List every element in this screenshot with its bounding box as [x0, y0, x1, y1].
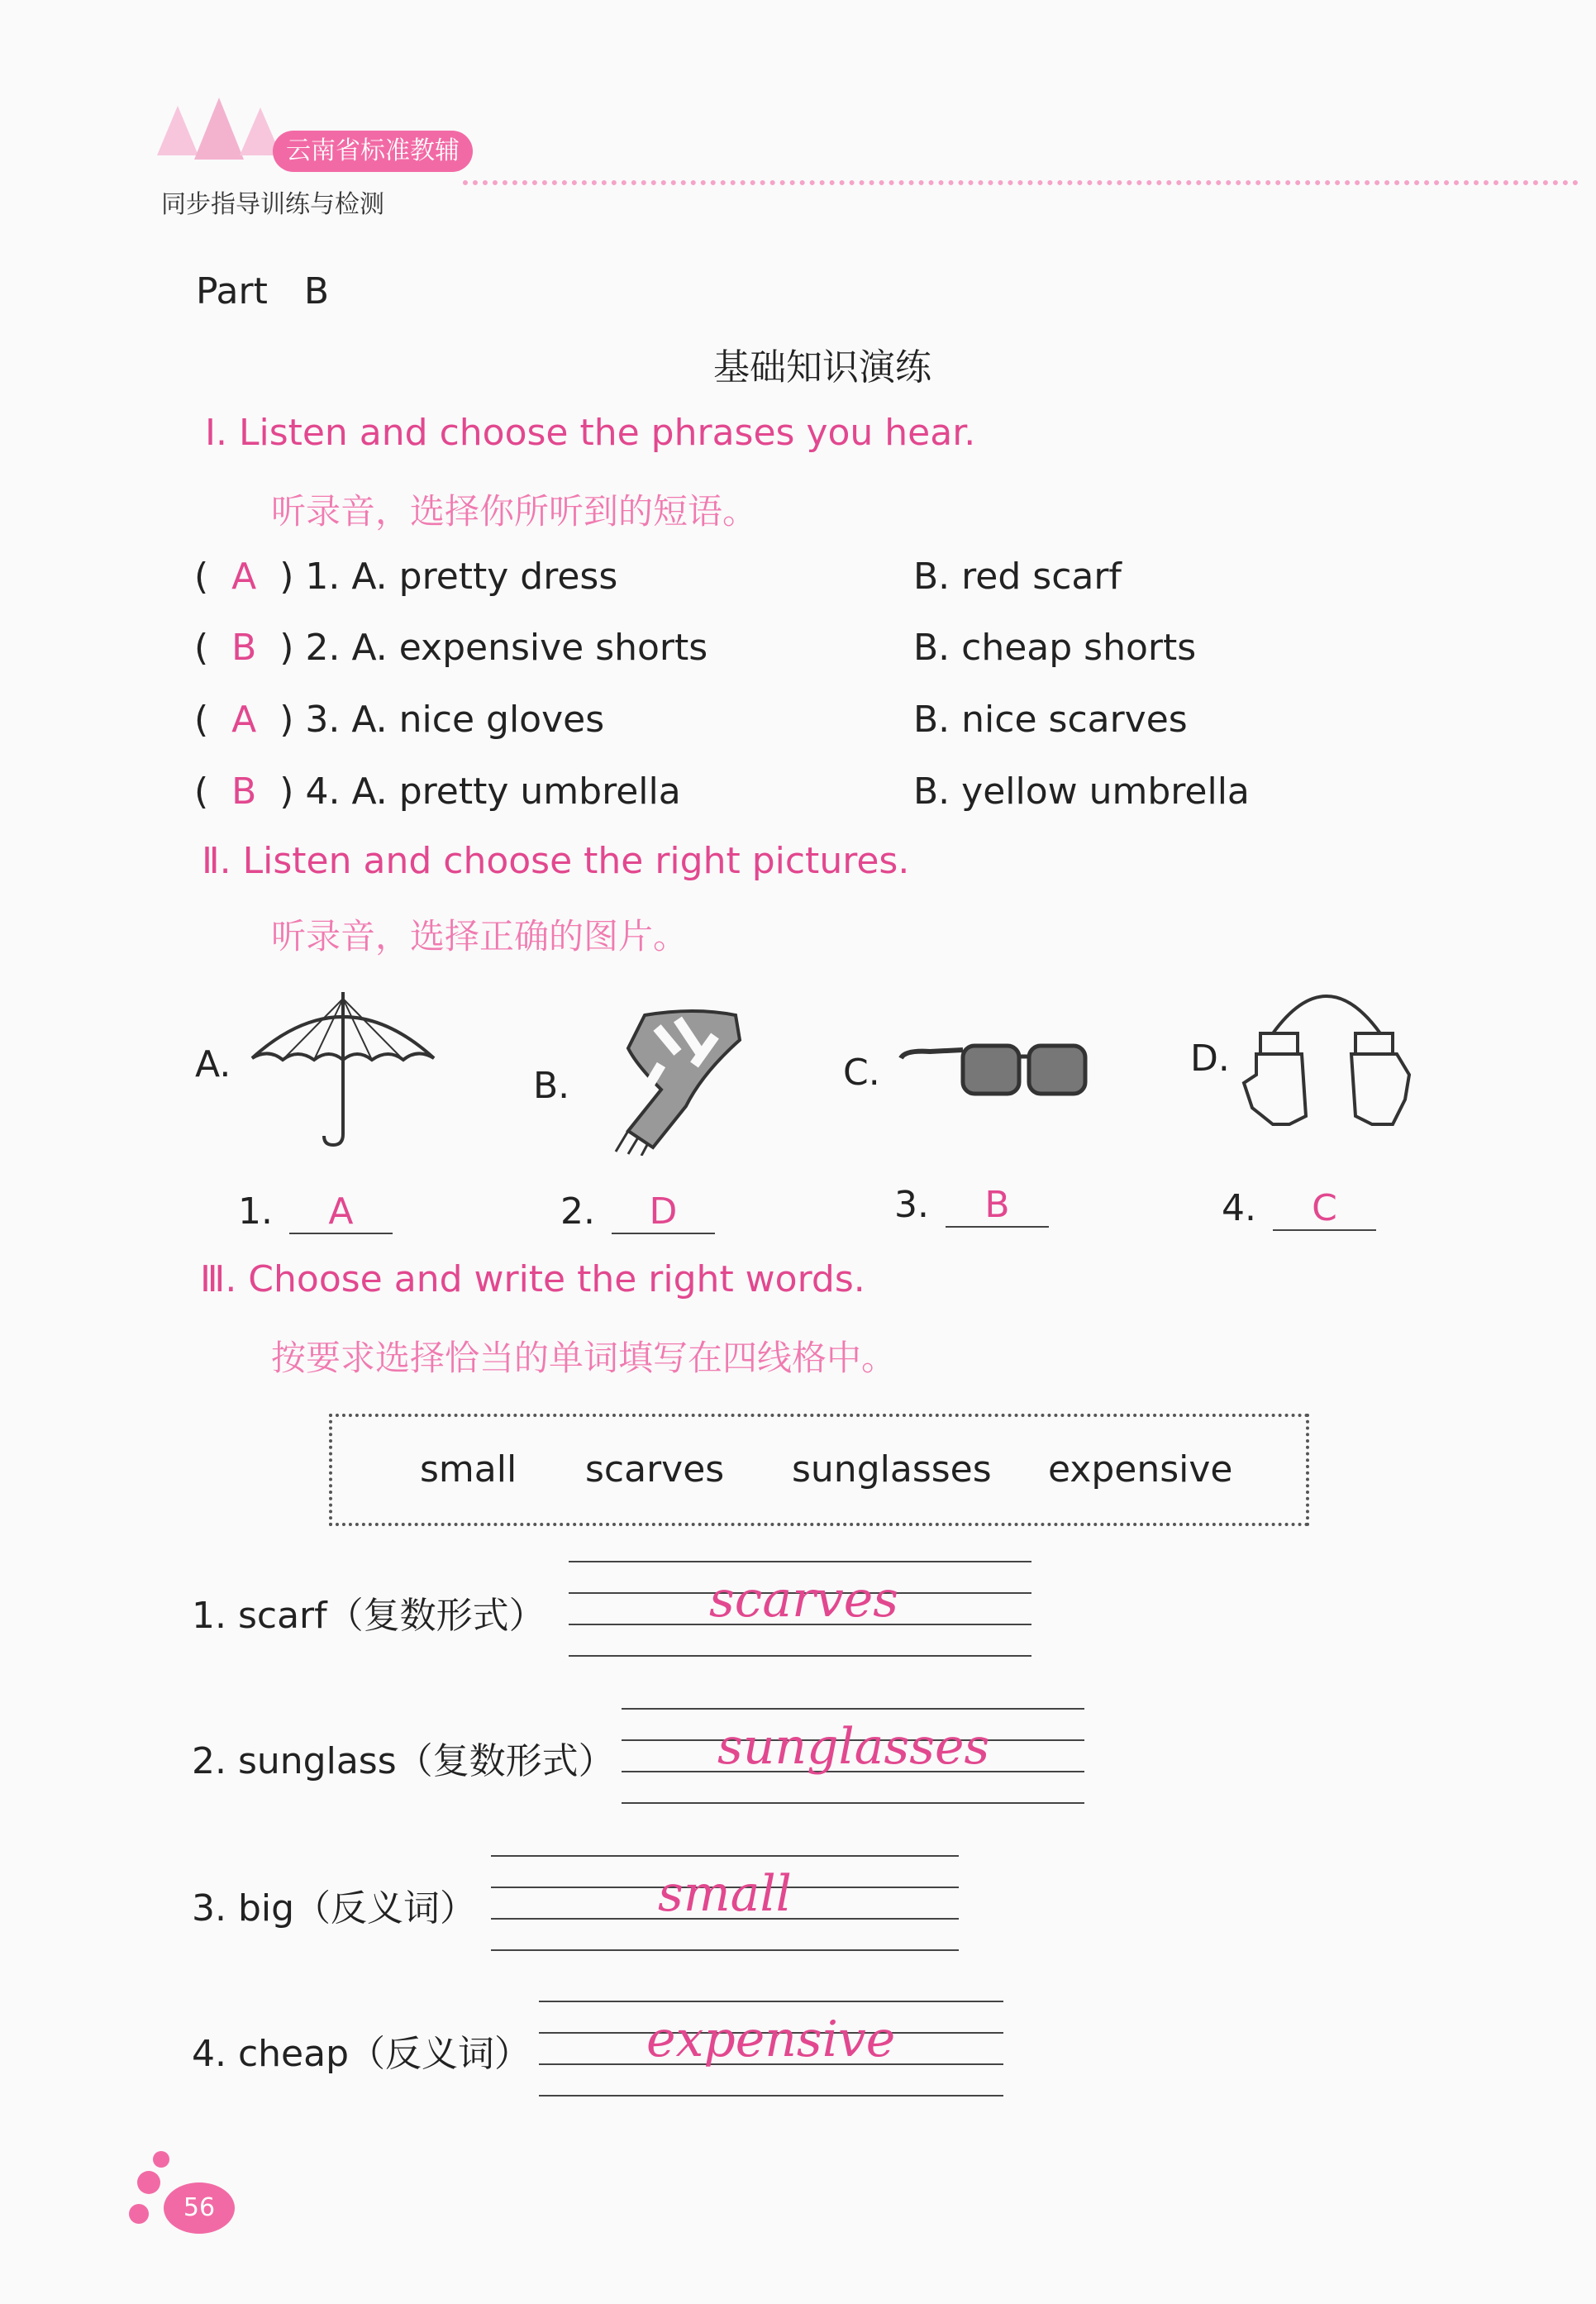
option-b: B. red scarf	[913, 556, 1122, 598]
answer-mark: A	[231, 556, 257, 598]
handwritten-answer: scarves	[709, 1571, 899, 1629]
section1-title: Ⅰ. Listen and choose the phrases you hear.	[205, 412, 976, 454]
question-row: ( A ) 3. A. nice gloves	[194, 699, 605, 741]
picture-label-a: A.	[195, 1043, 231, 1085]
write-item-prompt: 4. cheap（反义词）	[192, 2033, 531, 2075]
answer-mark: D	[612, 1190, 715, 1234]
write-item-prompt: 3. big（反义词）	[192, 1887, 477, 1930]
answer-mark: B	[946, 1184, 1049, 1228]
four-line-grid	[539, 2001, 1003, 2002]
umbrella-icon	[248, 984, 438, 1149]
handwritten-answer: sunglasses	[717, 1718, 990, 1776]
four-line-grid	[569, 1561, 1031, 1562]
part-label: Part B	[196, 270, 330, 312]
picture-label-d: D.	[1190, 1038, 1230, 1080]
section2-title: Ⅱ. Listen and choose the right pictures.	[202, 840, 910, 882]
option-b: B. nice scarves	[913, 699, 1188, 741]
option-a: A. pretty umbrella	[351, 770, 681, 813]
option-b: B. cheap shorts	[913, 627, 1197, 669]
option-a: A. pretty dress	[351, 556, 618, 598]
word-bank-item: small	[420, 1448, 517, 1491]
sunglasses-icon	[897, 1033, 1095, 1108]
word-bank-item: sunglasses	[792, 1448, 992, 1491]
answer-mark: A	[231, 699, 257, 741]
option-a: A. expensive shorts	[351, 627, 708, 669]
section1-instruction: 听录音，选择你所听到的短语。	[271, 491, 758, 532]
tree-logo-icon	[153, 98, 285, 188]
handwritten-answer: small	[658, 1865, 792, 1923]
section-heading: 基础知识演练	[713, 346, 931, 389]
answer-mark: B	[231, 627, 257, 669]
gloves-icon	[1240, 984, 1413, 1133]
word-bank-item: expensive	[1048, 1448, 1233, 1491]
option-b: B. yellow umbrella	[913, 770, 1250, 813]
picture-answer: 1. A	[238, 1190, 393, 1234]
book-subtitle: 同步指导训练与检测	[161, 190, 384, 219]
section3-instruction: 按要求选择恰当的单词填写在四线格中。	[271, 1338, 897, 1378]
four-line-grid	[491, 1855, 959, 1857]
section2-instruction: 听录音，选择正确的图片。	[271, 916, 688, 956]
question-row: ( A ) 1. A. pretty dress	[194, 556, 618, 598]
picture-answer: 2. D	[560, 1190, 715, 1234]
answer-mark: A	[289, 1190, 393, 1234]
header-dotted-line	[463, 180, 1579, 185]
answer-mark: B	[231, 770, 257, 813]
option-a: A. nice gloves	[351, 699, 605, 741]
question-row: ( B ) 4. A. pretty umbrella	[194, 770, 681, 813]
picture-label-b: B.	[533, 1065, 570, 1107]
scarf-icon	[579, 1007, 744, 1156]
page-number: 56	[164, 2182, 235, 2234]
picture-label-c: C.	[843, 1052, 880, 1094]
answer-mark: C	[1273, 1187, 1376, 1231]
write-item-prompt: 2. sunglass（复数形式）	[192, 1740, 615, 1782]
write-item-prompt: 1. scarf（复数形式）	[192, 1595, 545, 1637]
handwritten-answer: expensive	[646, 2011, 896, 2068]
picture-answer: 3. B	[894, 1184, 1049, 1228]
question-row: ( B ) 2. A. expensive shorts	[194, 627, 708, 669]
word-bank-item: scarves	[585, 1448, 725, 1491]
four-line-grid	[622, 1708, 1084, 1710]
section3-title: Ⅲ. Choose and write the right words.	[200, 1258, 865, 1300]
picture-answer: 4. C	[1222, 1187, 1376, 1231]
brand-banner: 云南省标准教辅	[273, 131, 473, 172]
